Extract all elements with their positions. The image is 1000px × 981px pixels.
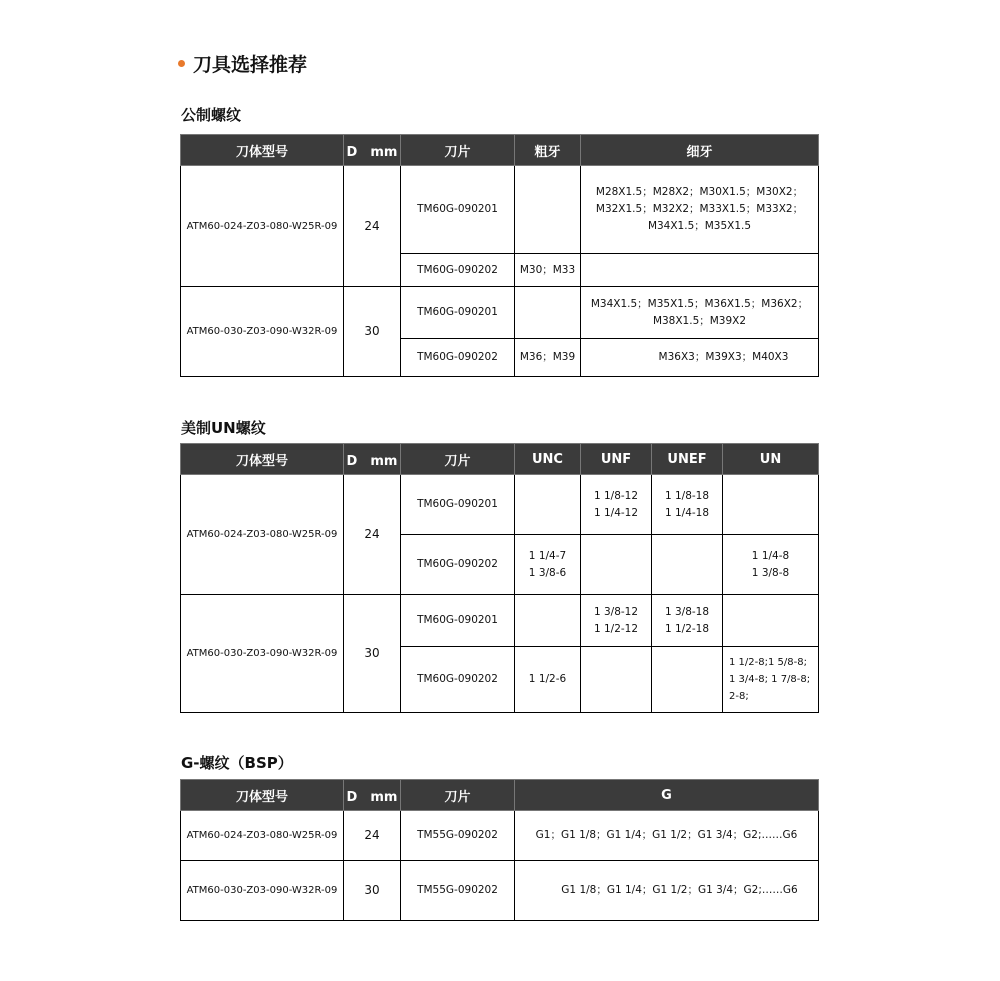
fine-line: M28X1.5；M28X2；M30X1.5；M30X2；: [595, 186, 804, 198]
insert-cell: TM60G-090201: [401, 166, 515, 254]
insert-cell: TM60G-090201: [401, 475, 515, 535]
un-value: 1 1/2-8;1 5/8-8;: [729, 657, 807, 668]
coarse-cell: [515, 287, 581, 339]
fine-line: M32X1.5；M32X2；M33X1.5；M33X2；: [595, 203, 804, 215]
fine-line: M34X1.5；M35X1.5；M36X1.5；M36X2；: [590, 297, 809, 310]
bsp-table: [180, 779, 819, 921]
bullet-dot-icon: [178, 60, 185, 67]
insert-cell: TM60G-090202: [401, 254, 515, 287]
un-header-d: D mm: [344, 444, 401, 475]
fine-cell: [581, 287, 819, 339]
unc-cell: [515, 595, 581, 647]
insert-cell: TM60G-090202: [401, 535, 515, 595]
metric-header-row: [181, 135, 819, 166]
table-row: [181, 166, 819, 254]
metric-section-title: 公制螺纹: [181, 106, 242, 124]
coarse-cell: M30；M33: [515, 254, 581, 287]
model-cell: ATM60-024-Z03-080-W25R-09: [181, 811, 344, 861]
insert-cell: TM60G-090201: [401, 287, 515, 339]
unf-cell: [581, 535, 652, 595]
un-header-model: 刀体型号: [181, 444, 344, 475]
unf-cell: [581, 475, 652, 535]
page-title-text: 刀具选择推荐: [193, 54, 308, 76]
insert-cell: TM55G-090202: [401, 861, 515, 921]
diameter-cell: 24: [344, 475, 401, 595]
un-table: [180, 443, 819, 713]
table-row: [181, 811, 819, 861]
g-cell: G1；G1 1/8；G1 1/4；G1 1/2；G1 3/4；G2;……G6: [515, 811, 819, 861]
un-value: 1 1/4-8: [751, 549, 790, 562]
unf-value: 1 1/8-12: [593, 489, 639, 502]
diameter-cell: 30: [344, 861, 401, 921]
coarse-cell: [515, 166, 581, 254]
model-cell: ATM60-030-Z03-090-W32R-09: [181, 287, 344, 377]
model-cell: ATM60-024-Z03-080-W25R-09: [181, 166, 344, 287]
unc-value: 1 3/8-6: [528, 566, 567, 579]
model-cell: ATM60-030-Z03-090-W32R-09: [181, 861, 344, 921]
un-header-row: [181, 444, 819, 475]
unf-value: 1 1/4-12: [593, 506, 639, 519]
table-row: [181, 287, 819, 339]
un-cell: [723, 535, 819, 595]
insert-cell: TM60G-090201: [401, 595, 515, 647]
g-cell: G1 1/8；G1 1/4；G1 1/2；G1 3/4；G2;……G6: [515, 861, 819, 921]
unef-cell: [652, 475, 723, 535]
un-cell: [723, 475, 819, 535]
table-row: [181, 475, 819, 535]
unc-cell: [515, 647, 581, 713]
model-cell: ATM60-030-Z03-090-W32R-09: [181, 595, 344, 713]
unef-value: 1 3/8-18: [664, 605, 710, 618]
bsp-header-row: [181, 780, 819, 811]
unf-cell: [581, 647, 652, 713]
un-header-un: UN: [723, 444, 819, 475]
bsp-header-model: 刀体型号: [181, 780, 344, 811]
bsp-section-title: G-螺纹（BSP）: [181, 754, 293, 772]
unc-value: 1 1/4-7: [528, 549, 567, 562]
unef-value: 1 1/2-18: [664, 622, 710, 635]
un-value: 2-8;: [729, 691, 749, 702]
un-header-insert: 刀片: [401, 444, 515, 475]
fine-line: M34X1.5；M35X1.5: [647, 220, 752, 232]
unef-value: 1 1/4-18: [664, 506, 710, 519]
metric-header-d: D mm: [344, 135, 401, 166]
coarse-cell: M36；M39: [515, 339, 581, 377]
page-title: [178, 50, 307, 77]
unef-cell: [652, 535, 723, 595]
table-row: [181, 595, 819, 647]
unc-cell: [515, 535, 581, 595]
un-cell: [723, 647, 819, 713]
un-header-unef: UNEF: [652, 444, 723, 475]
insert-cell: TM60G-090202: [401, 339, 515, 377]
fine-cell: [581, 166, 819, 254]
metric-header-model: 刀体型号: [181, 135, 344, 166]
un-section-title: 美制UN螺纹: [181, 419, 266, 437]
metric-header-coarse: 粗牙: [515, 135, 581, 166]
unf-value: 1 1/2-12: [593, 622, 639, 635]
metric-header-insert: 刀片: [401, 135, 515, 166]
insert-cell: TM60G-090202: [401, 647, 515, 713]
un-cell: [723, 595, 819, 647]
unef-cell: [652, 647, 723, 713]
fine-cell: [581, 339, 819, 377]
unf-value: 1 3/8-12: [593, 605, 639, 618]
bsp-header-d: D mm: [344, 780, 401, 811]
bsp-header-insert: 刀片: [401, 780, 515, 811]
metric-header-fine: 细牙: [581, 135, 819, 166]
diameter-cell: 24: [344, 811, 401, 861]
diameter-cell: 30: [344, 595, 401, 713]
metric-table: [180, 134, 819, 377]
unef-value: 1 1/8-18: [664, 489, 710, 502]
un-value: 1 3/8-8: [751, 566, 790, 579]
unc-value: 1 1/2-6: [528, 673, 567, 685]
model-cell: ATM60-024-Z03-080-W25R-09: [181, 475, 344, 595]
un-header-unc: UNC: [515, 444, 581, 475]
un-value: 1 3/4-8; 1 7/8-8;: [729, 674, 811, 685]
fine-cell: [581, 254, 819, 287]
insert-cell: TM55G-090202: [401, 811, 515, 861]
fine-line: M36X3；M39X3；M40X3: [658, 351, 789, 363]
un-header-unf: UNF: [581, 444, 652, 475]
bsp-header-g: G: [515, 780, 819, 811]
fine-line: M38X1.5；M39X2: [652, 314, 747, 327]
table-row: [181, 861, 819, 921]
unef-cell: [652, 595, 723, 647]
diameter-cell: 30: [344, 287, 401, 377]
unc-cell: [515, 475, 581, 535]
diameter-cell: 24: [344, 166, 401, 287]
unf-cell: [581, 595, 652, 647]
